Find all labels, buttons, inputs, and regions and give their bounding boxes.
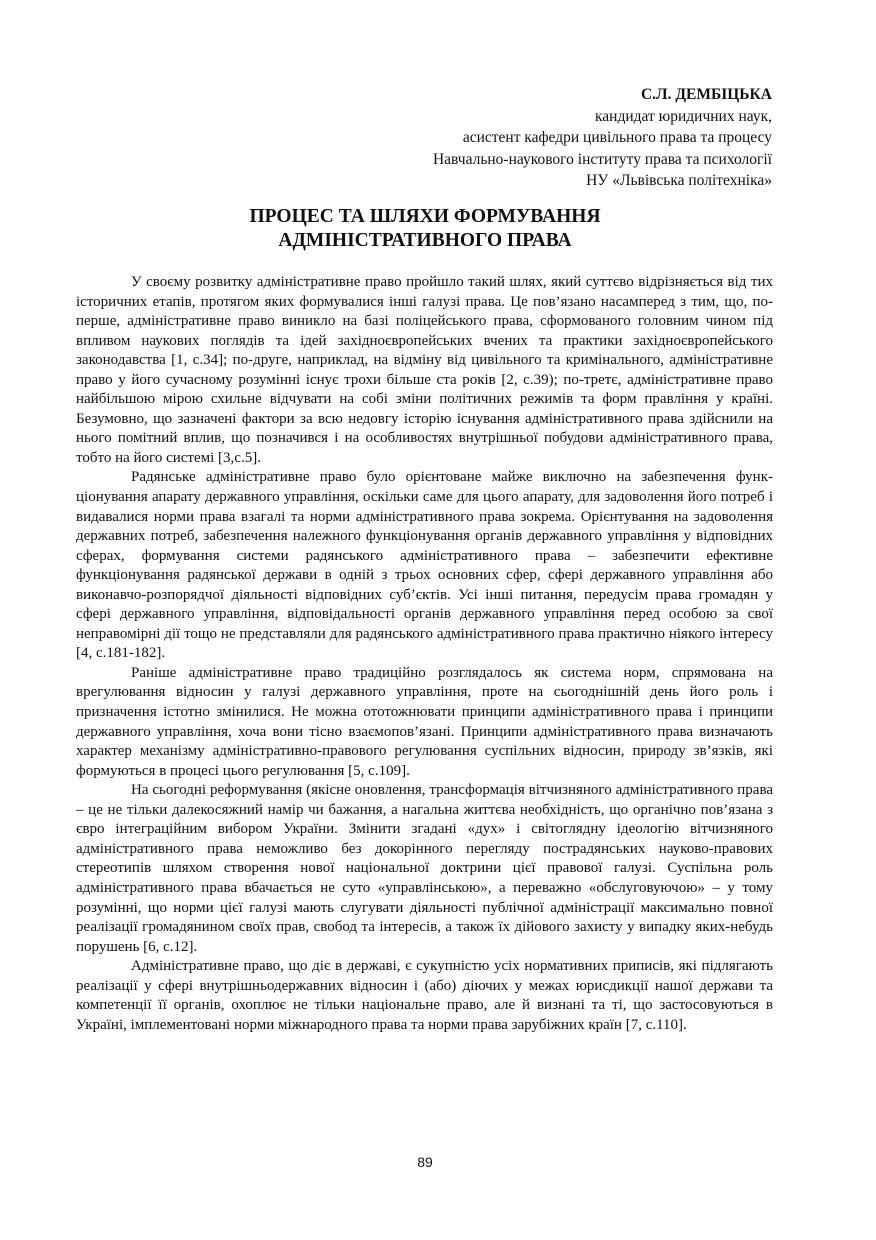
paragraph-5: Адміністративне право, що діє в державі, є сукупністю усіх нормативних приписів, які підлягають реалізації у сфері внутрішньодержавних відносин і (або) діючих у межах юрисдикції нашої держави та компетенції її органів, охоплює не тільки національне право, але й визнані та ті, що застосовуються в Україні, імплементовані норми міжнародного права та норми права зарубіжних країн [7, с.110]. bbox=[76, 958, 773, 1033]
page-number: 89 bbox=[417, 1154, 433, 1170]
title-line-1: ПРОЦЕС ТА ШЛЯХИ ФОРМУВАННЯ bbox=[249, 206, 601, 227]
paragraph-1: У своєму розвитку адміністративне право пройшло такий шлях, який суттєво відрізняється від тих історичних етапів, протягом яких формувалися інші галузі права. Це пов’язано насамперед з тим, що, по-перше, адміністративне право виникло на базі поліцейського права, сформованого головним чином під впливом наукових поглядів та ідей західноєвропейських вчених та практики західноєвропейського законодавства [1, с.34]; по-друге, наприклад, на відміну від цивільного та кримінального, адміністративне право у його сучасному розумінні існує трохи більше ста років [2, с.39); по-третє, адміністративне право найбільшою мірою схильне відчувати на собі зміни політичних режимів та форм правління у країні. Безумовно, що зазначені фактори за всю недовгу історію існування адміністративного права здійснили на нього помітний вплив, що позначився і на особливостях внутрішньої побудови адміністративного права, тобто на його системі [3,с.5]. bbox=[76, 274, 773, 466]
article-title bbox=[0, 205, 850, 253]
paragraph-4: На сьогодні реформування (якісне оновлення, трансформація вітчизняного адміністративного права – це не тільки далекосяжний намір чи бажання, а нагальна життєва необхідність, що органічно пов’язана з євро інтеграційним вибором України. Змінити згадані «дух» і світоглядну ідеологію вітчизняного адміністративного права неможливо без докорінного перегляду пострадянських науково-правових стереотипів шляхом створення нової національної доктрини цієї правової галузі. Суспільна роль адміністративного права вбачається не суто «управлінською», а переважно «обслуговуючою» – у тому розумінні, що норми цієї галузі мають слугувати діяльності публічної адміністрації максимально повної реалізації громадянином своїх прав, свобод та інтересів, а також їх дійового захисту у випадку яких-небудь порушень [6, с.12]. bbox=[76, 782, 773, 955]
title-line-2: АДМІНІСТРАТИВНОГО ПРАВА bbox=[278, 230, 572, 251]
paragraph-2: Радянське адміністративне право було орієнтоване майже виключно на забезпечення функціонування апарату державного управління, оскільки саме для цього апарату, для задоволення його потреб і видавалися норми права взагалі та норми адміністративного права зокрема. Орієнтування на задоволення державних потреб, забезпечення належного функціонування органів державного управління у відповідних сферах, формування системи радянського адміністративного права – забезпечити ефективне функціонування радянської держави в одній з трьох основних сфер, сфері державного управління або виконавчо-розпорядчої діяльності відповідних суб’єктів. Усі інші питання, передусім права громадян у сфері державного управління, відповідальності органів державного управління перед особою за свої неправомірні дії тощо не представляли для радянського адміністративного права практично ніякого інтересу [4, с.181-182]. bbox=[76, 469, 773, 662]
author-name: С.Л. ДЕМБІЦЬКА bbox=[640, 86, 772, 103]
author-block bbox=[433, 84, 772, 192]
article-body bbox=[76, 273, 773, 1035]
paragraph-3: Раніше адміністративне право традиційно розглядалось як система норм, спрямована на врегулювання відносин у галузі державного управління, проте на сьогоднішній день його роль і призначення істотно змінилися. Не можна ототожнювати принципи адміністративного права і принципи державного управління, хоча вони тісно взаємопов’язані. Принципи адміністративного права визначають характер механізму адміністративно-правового регулювання суспільних відносин, природу зв’язків, які формуються в процесі цього регулювання [5, с.109]. bbox=[76, 664, 773, 779]
author-position: асистент кафедри цивільного права та процесу bbox=[462, 129, 772, 146]
author-university: НУ «Львівська політехніка» bbox=[586, 172, 772, 189]
author-institute: Навчально-наукового інституту права та психології bbox=[432, 150, 772, 168]
author-degree: кандидат юридичних наук, bbox=[594, 107, 772, 125]
